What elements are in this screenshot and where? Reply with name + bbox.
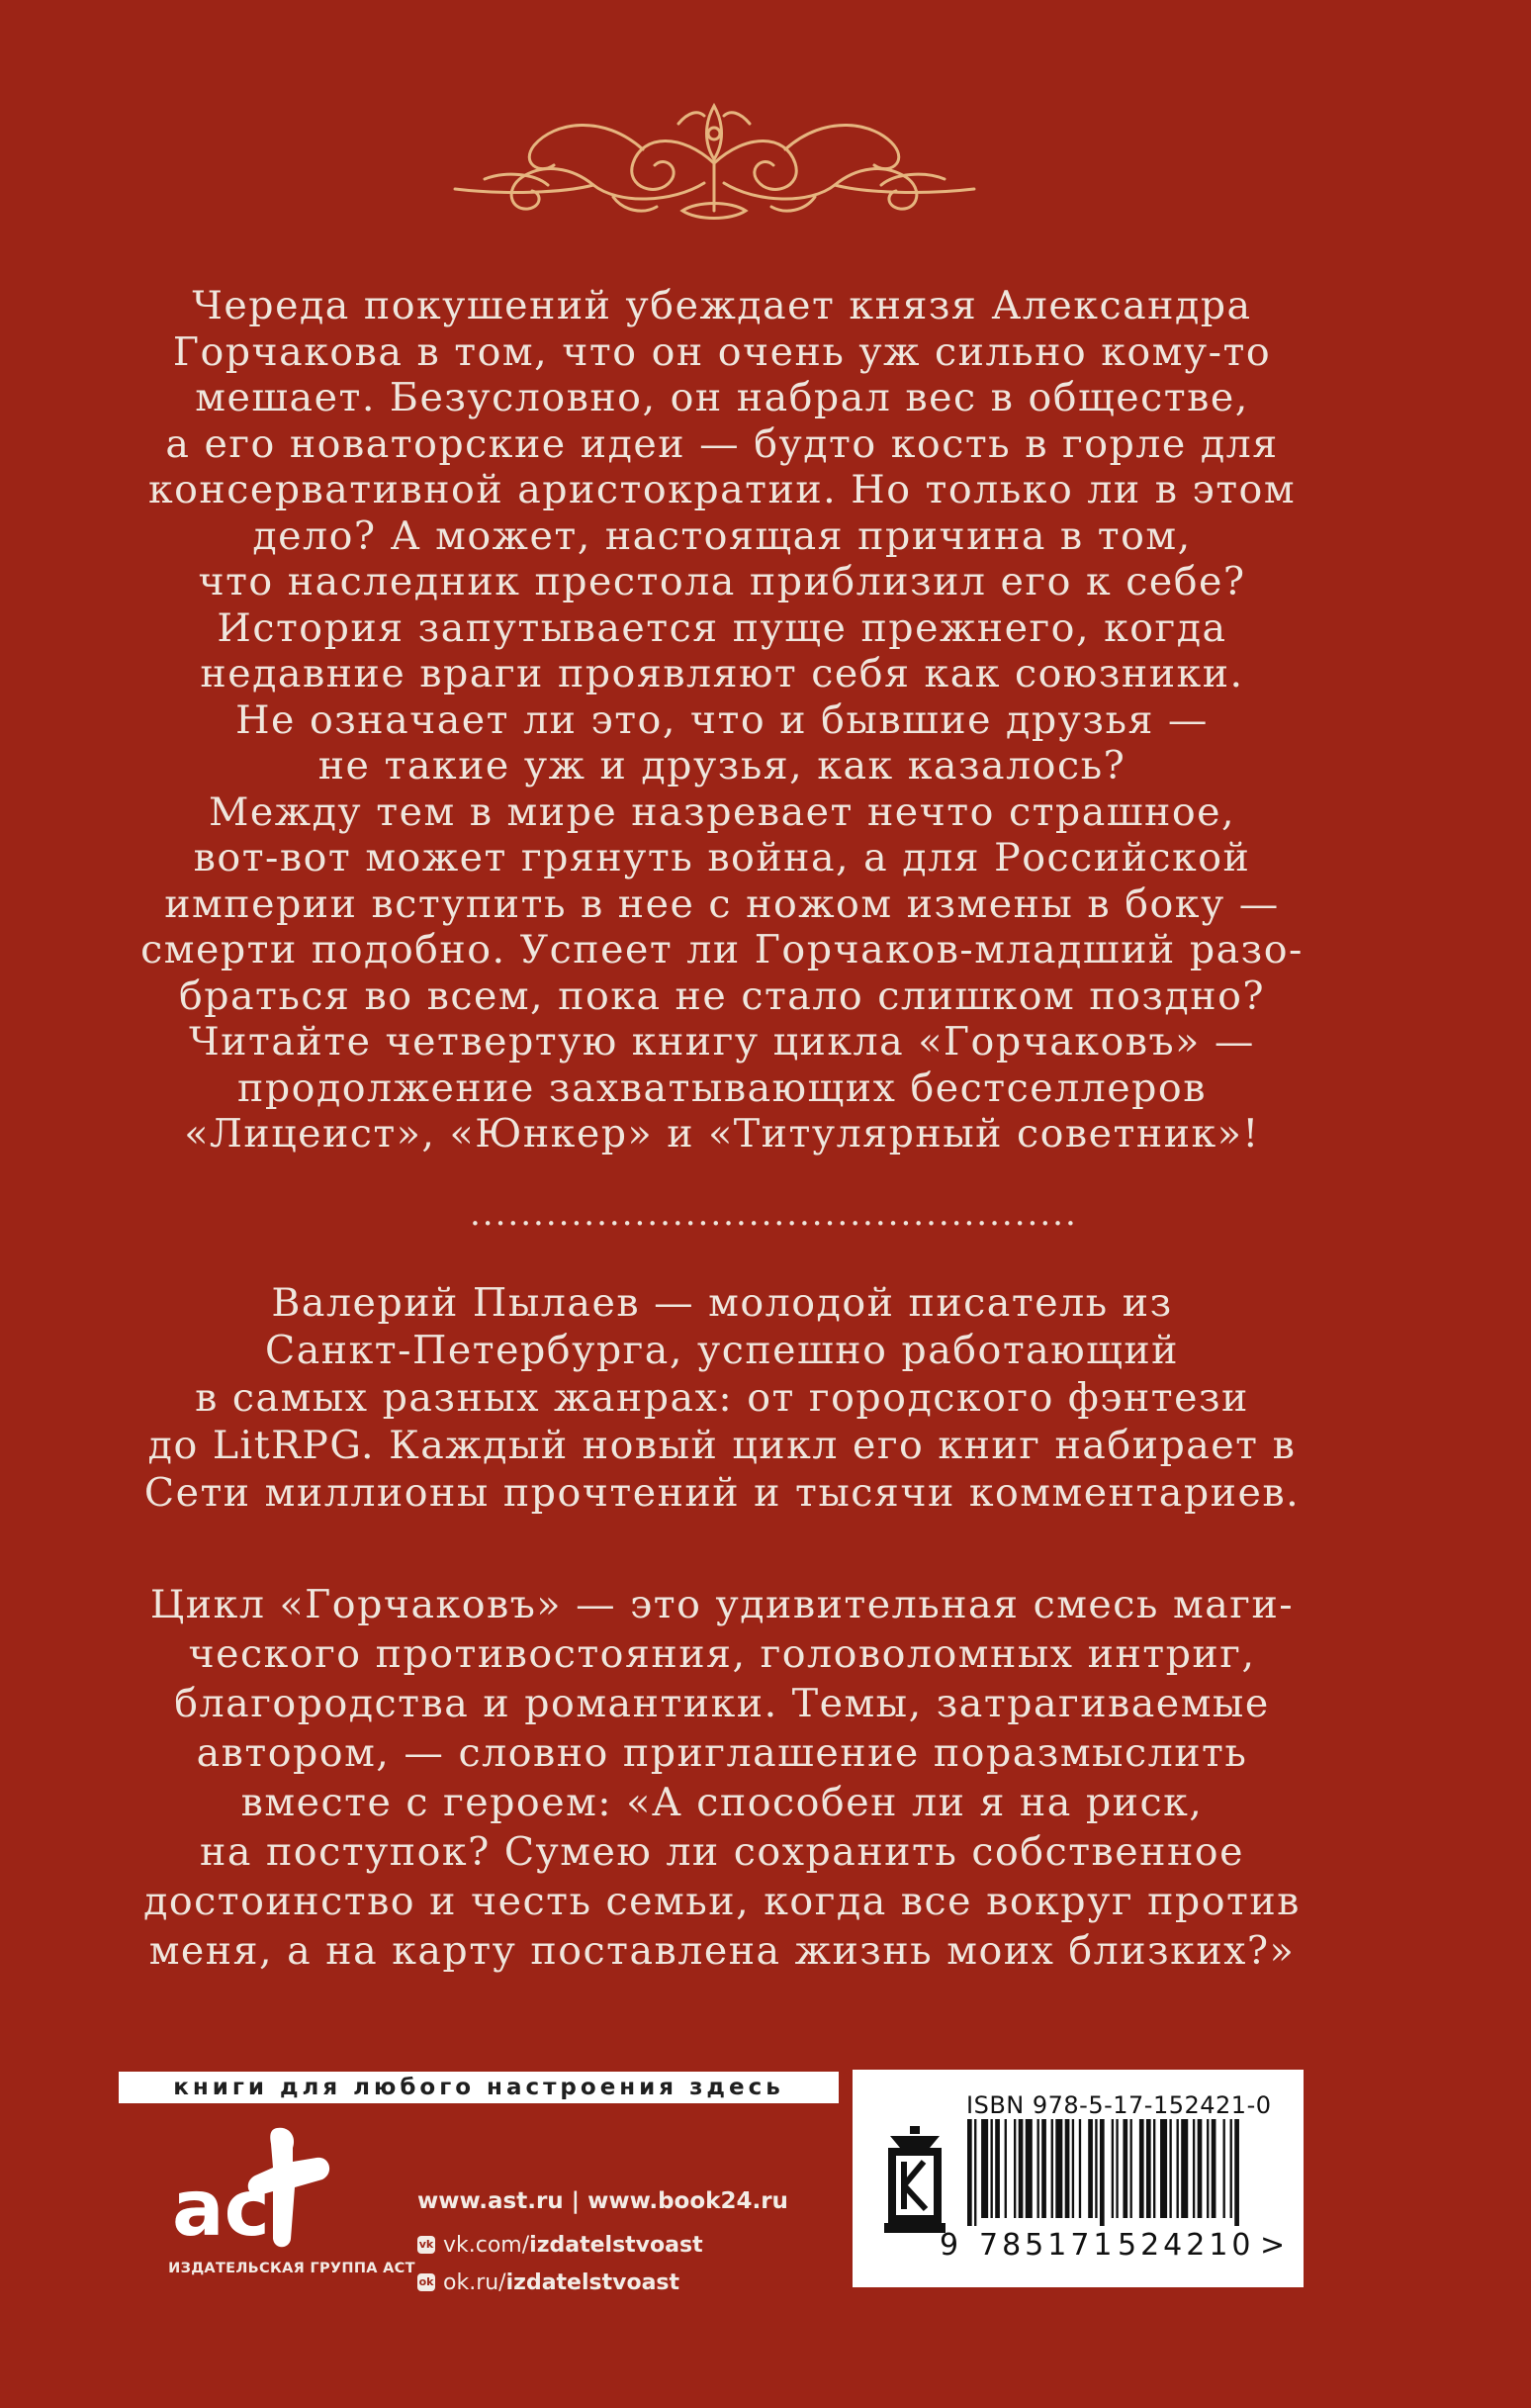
vk-handle: izdatelstvoast	[529, 2232, 703, 2258]
blurb-line: империи вступить в нее с ножом измены в боку —	[164, 880, 1280, 927]
about-series	[79, 1580, 1365, 1976]
blurb-line: Между тем в мире назревает нечто страшное,	[208, 788, 1236, 835]
blurb-line: а его новаторские идеи — будто кость в горле для	[165, 420, 1279, 467]
website-links[interactable]: www.ast.ru | www.book24.ru	[417, 2188, 788, 2214]
blurb-line: продолжение захватывающих бестселлеров	[237, 1065, 1207, 1111]
ast-logo-icon	[168, 2122, 346, 2256]
blurb-line: Не означает ли это, что и бывшие друзья —	[235, 696, 1209, 743]
barcode-end-mark: >	[1260, 2228, 1290, 2263]
barcode-icon	[963, 2119, 1260, 2228]
blurb-line: Читайте четвертую книгу цикла «Горчаковъ» —	[189, 1019, 1255, 1065]
vk-prefix: vk.com/	[443, 2232, 530, 2258]
dotted-separator: ................................................	[470, 1194, 1078, 1234]
about-author-line: в самых разных жанрах: от городского фэнтези	[195, 1375, 1249, 1421]
blurb-line: Горчакова в том, что он очень уж сильно кому-то	[172, 328, 1272, 375]
vk-link[interactable]	[417, 2226, 793, 2264]
blurb-line: что наследник престола приблизил его к себе?	[198, 559, 1246, 604]
publisher-tagline: книги для любого настроения здесь	[119, 2072, 839, 2103]
blurb-line: недавние враги проявляют себя как союзники.	[200, 651, 1244, 696]
decorative-ornament-icon	[445, 94, 984, 228]
blurb-line: мешает. Безусловно, он набрал вес в обществе,	[195, 375, 1249, 420]
about-series-line: достоинство и честь семьи, когда все вокруг против	[143, 1879, 1301, 1924]
about-series-line: ческого противостояния, головоломных интриг,	[188, 1631, 1256, 1677]
publisher-links	[417, 2176, 793, 2301]
publisher-name: ИЗДАТЕЛЬСКАЯ ГРУППА АСТ	[168, 2261, 415, 2276]
barcode-digits-group-2: 524210	[1118, 2228, 1255, 2263]
barcode-first-digit: 9	[940, 2228, 963, 2263]
odnoklassniki-icon: ok	[417, 2273, 435, 2291]
blurb-line: дело? А может, настоящая причина в том,	[252, 512, 1192, 559]
blurb-line: Череда покушений убеждает князя Александра	[192, 283, 1252, 328]
about-author-line: Валерий Пылаев — молодой писатель из	[271, 1280, 1173, 1326]
about-series-line: вместе с героем: «А способен ли я на риск,	[240, 1780, 1204, 1825]
blurb-line: История запутывается пуще прежнего, когда	[217, 604, 1227, 651]
blurb-line: не такие уж и друзья, как казалось?	[317, 743, 1126, 788]
ok-link[interactable]	[417, 2264, 793, 2301]
ok-handle: izdatelstvoast	[505, 2269, 680, 2295]
blurb-line: смерти подобно. Успеет ли Горчаков-младший разо-	[140, 927, 1304, 972]
svg-text:ac: ac	[172, 2165, 270, 2254]
blurb-line: консервативной аристократии. Но только ли в этом	[147, 467, 1297, 512]
barcode-digits-group-1: 785171	[979, 2228, 1117, 2263]
blurb-line: вот-вот может грянуть война, а для Российской	[193, 835, 1251, 880]
lantern-icon	[880, 2126, 949, 2235]
about-series-line: на поступок? Сумею ли сохранить собственное	[200, 1829, 1244, 1875]
publisher-logo	[148, 2122, 435, 2290]
blurb-line: «Лицеист», «Юнкер» и «Титулярный советник»!	[184, 1111, 1260, 1157]
about-series-line: благородства и романтики. Темы, затрагиваемые	[174, 1681, 1270, 1726]
vk-icon: vk	[417, 2236, 435, 2254]
about-series-line: Цикл «Горчаковъ» — это удивительная смесь маги-	[149, 1582, 1295, 1627]
book-blurb	[79, 283, 1365, 1158]
about-series-line: автором, — словно приглашение поразмыслить	[196, 1730, 1248, 1776]
about-author-line: Сети миллионы прочтений и тысячи комментариев.	[143, 1470, 1301, 1516]
about-series-line: меня, а на карту поставлена жизнь моих близких?»	[148, 1928, 1296, 1974]
about-author-line: Санкт-Петербурга, успешно работающий	[264, 1328, 1179, 1373]
isbn-number: ISBN 978-5-17-152421-0	[966, 2091, 1272, 2119]
about-author-line: до LitRPG. Каждый новый цикл его книг набирает в	[147, 1423, 1297, 1468]
about-author	[79, 1279, 1365, 1517]
blurb-line: браться во всем, пока не стало слишком поздно?	[178, 972, 1266, 1019]
barcode-panel	[853, 2070, 1304, 2287]
ok-prefix: ok.ru/	[443, 2269, 506, 2295]
